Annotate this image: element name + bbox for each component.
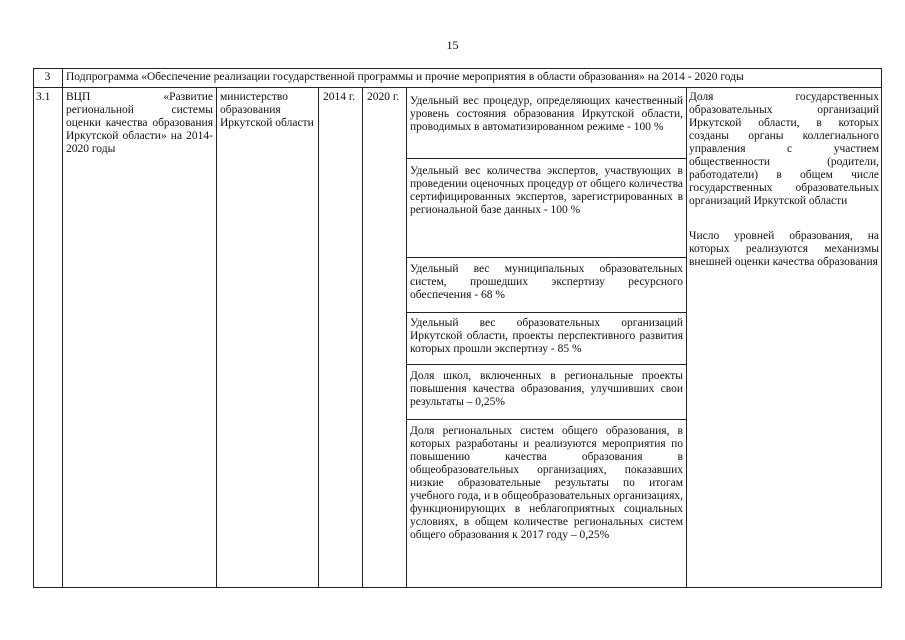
table-border-top xyxy=(33,68,882,69)
indicator-divider xyxy=(406,257,686,258)
indicator-item: Удельный вес образовательных организаций Иркутской области, проекты перспективного развития которых прошли экспертизу - 85 % xyxy=(410,317,683,355)
target-indicator: Доля государственных образовательных организаций Иркутской области, в которых созданы органы коллегиального управления с участием общественности (родители, работодатели) в общем числе государственных образовательных организаций Иркутской области xyxy=(689,91,879,207)
column-divider xyxy=(62,68,63,588)
start-year: 2014 г. xyxy=(323,91,356,103)
indicator-item: Доля школ, включенных в региональные проекты повышения качества образования, улучшивших свои результаты – 0,25% xyxy=(410,370,683,408)
target-indicator: Число уровней образования, на которых реализуются механизмы внешней оценки качества образования xyxy=(689,230,879,268)
end-year: 2020 г. xyxy=(367,91,400,103)
row-number: 3.1 xyxy=(36,91,51,103)
executor: министерство образования Иркутской области xyxy=(220,91,314,129)
section-number: 3 xyxy=(44,71,51,83)
section-title: Подпрограмма «Обеспечение реализации государственной программы и прочие мероприятия в области образования» на 2014 - 2020 годы xyxy=(66,71,744,83)
column-divider xyxy=(362,87,363,588)
indicator-divider xyxy=(406,158,686,159)
column-divider xyxy=(216,87,217,588)
indicator-item: Удельный вес количества экспертов, участвующих в проведении оценочных процедур от общего количества сертифицированных экспертов, зарегистрированных в региональной базе данных - 100 % xyxy=(410,165,683,216)
indicator-divider xyxy=(406,312,686,313)
indicator-divider xyxy=(406,419,686,420)
indicator-item: Удельный вес муниципальных образовательных систем, прошедших экспертизу ресурсного обеспечения - 68 % xyxy=(410,263,683,301)
program-table xyxy=(33,68,882,588)
indicator-item: Удельный вес процедур, определяющих качественный уровень состояния образования Иркутской области, проводимых в автоматизированном режиме - 100 % xyxy=(410,95,683,133)
indicator-divider xyxy=(406,364,686,365)
table-border-right xyxy=(881,68,882,588)
program-name: ВЦП «Развитие региональной системы оценки качества образования Иркутской области» на 2014-2020 годы xyxy=(66,91,213,155)
indicator-item: Доля региональных систем общего образования, в которых разработаны и реализуются мероприятия по повышению качества образования в общеобразовательных организациях, показавших низкие образовательные результаты по итогам учебного года, и в общеобразовательных организациях, функционирующих в неблагоприятных социальных условиях, в общем количестве региональных систем общего образования к 2017 году – 0,25% xyxy=(410,425,683,541)
section-row-divider xyxy=(33,87,882,88)
column-divider xyxy=(318,87,319,588)
table-border-bottom xyxy=(33,587,882,588)
column-divider xyxy=(406,87,407,588)
page-number: 15 xyxy=(446,38,459,52)
table-border-left xyxy=(33,68,34,588)
column-divider xyxy=(686,87,687,588)
